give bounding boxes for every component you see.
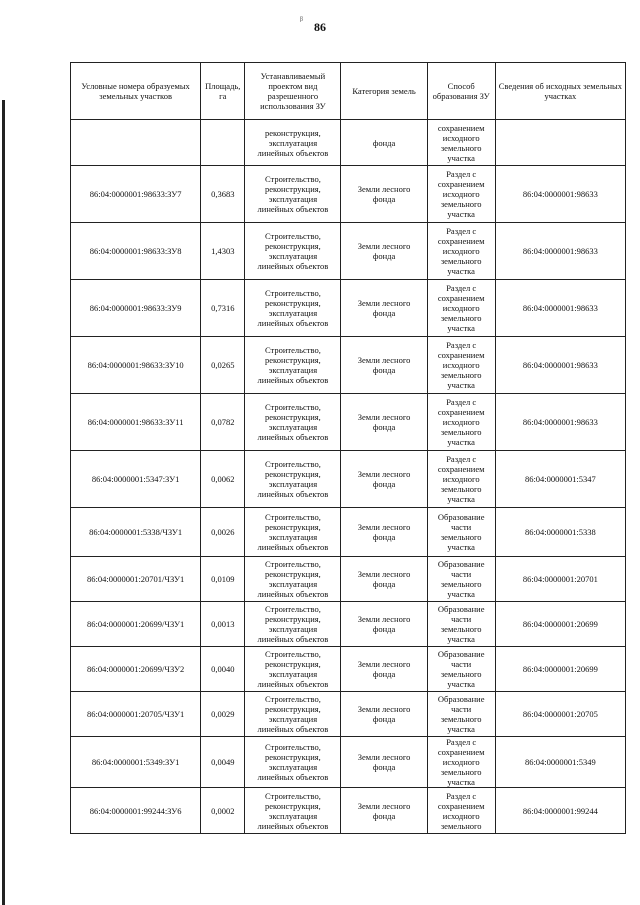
cell-permitted-use-line: реконструкция, xyxy=(265,704,321,714)
cell-permitted-use-line: Строительство, xyxy=(264,459,321,469)
cell-formation-method-line: исходного xyxy=(442,474,480,484)
cell-area: 0,3683 xyxy=(201,166,245,223)
cell-land-category-line: фонда xyxy=(372,810,396,821)
cell-permitted-use-line: линейных объектов xyxy=(257,679,329,689)
cell-source-plot: 86:04:0000001:99244 xyxy=(495,788,625,834)
cell-land-category xyxy=(341,166,427,223)
cell-permitted-use-line: реконструкция, xyxy=(265,522,321,532)
cell-permitted-use-line: эксплуатация xyxy=(268,194,318,204)
cell-permitted-use-line: реконструкция, xyxy=(265,184,321,194)
cell-source-plot: 86:04:0000001:20699 xyxy=(495,647,625,692)
cell-formation-method-line: земельного xyxy=(440,370,482,380)
cell-plot-number: 86:04:0000001:98633:ЗУ10 xyxy=(71,337,201,394)
cell-formation-method-line: Раздел с xyxy=(446,169,477,179)
cell-permitted-use-line: Строительство, xyxy=(264,649,321,659)
cell-formation-method xyxy=(427,557,495,602)
cell-permitted-use xyxy=(245,692,341,737)
cell-source-plot: 86:04:0000001:20701 xyxy=(495,557,625,602)
cell-formation-method-line: Образование xyxy=(437,559,485,569)
cell-permitted-use-line: эксплуатация xyxy=(268,251,318,261)
cell-formation-method xyxy=(427,223,495,280)
cell-permitted-use-line: реконструкция, xyxy=(265,127,321,138)
cell-permitted-use-line: Строительство, xyxy=(264,402,321,412)
cell-land-category xyxy=(341,788,427,834)
cell-land-category-line: фонда xyxy=(372,479,396,489)
cell-land-category xyxy=(341,451,427,508)
cell-formation-method-line: участка xyxy=(447,542,475,552)
cell-area: 0,0040 xyxy=(201,647,245,692)
cell-permitted-use-line: эксплуатация xyxy=(268,422,318,432)
cell-formation-method-line: исходного xyxy=(442,417,480,427)
cell-formation-method xyxy=(427,166,495,223)
cell-formation-method-line: участка xyxy=(447,777,475,787)
cell-land-category-line: Земли лесного xyxy=(357,704,411,714)
cell-land-category-line: Земли лесного xyxy=(357,659,411,669)
cell-formation-method-line: участка xyxy=(447,266,475,276)
margin-line xyxy=(2,100,5,905)
cell-source-plot: 86:04:0000001:20699 xyxy=(495,602,625,647)
cell-permitted-use-line: эксплуатация xyxy=(268,479,318,489)
cell-permitted-use xyxy=(245,223,341,280)
cell-permitted-use-line: реконструкция, xyxy=(265,412,321,422)
cell-permitted-use-line: линейных объектов xyxy=(257,489,329,499)
cell-permitted-use-line: Строительство, xyxy=(264,742,321,752)
cell-permitted-use-line: эксплуатация xyxy=(268,308,318,318)
table-row xyxy=(71,451,626,508)
cell-permitted-use-line: эксплуатация xyxy=(268,137,318,148)
cell-permitted-use-line: реконструкция, xyxy=(265,569,321,579)
table-body xyxy=(71,120,626,834)
cell-plot-number: 86:04:0000001:20699/ЧЗУ2 xyxy=(71,647,201,692)
cell-formation-method xyxy=(427,337,495,394)
cell-formation-method xyxy=(427,788,495,834)
cell-formation-method xyxy=(427,692,495,737)
cell-formation-method xyxy=(427,280,495,337)
cell-land-category-line: фонда xyxy=(372,714,396,724)
cell-plot-number: 86:04:0000001:5338/ЧЗУ1 xyxy=(71,508,201,557)
cell-land-category xyxy=(341,647,427,692)
cell-formation-method-line: исходного xyxy=(442,303,480,313)
table-row xyxy=(71,394,626,451)
cell-permitted-use xyxy=(245,647,341,692)
cell-plot-number: 86:04:0000001:5347:ЗУ1 xyxy=(71,451,201,508)
cell-formation-method-line: Образование xyxy=(437,694,485,704)
cell-permitted-use-line: Строительство, xyxy=(264,345,321,355)
cell-formation-method xyxy=(427,394,495,451)
cell-area: 0,0013 xyxy=(201,602,245,647)
table-row xyxy=(71,508,626,557)
cell-permitted-use-line: линейных объектов xyxy=(257,820,329,831)
table-row xyxy=(71,602,626,647)
cell-land-category-line: фонда xyxy=(372,308,396,318)
cell-permitted-use-line: эксплуатация xyxy=(268,624,318,634)
cell-land-category-line: фонда xyxy=(372,579,396,589)
cell-permitted-use-line: линейных объектов xyxy=(257,147,329,158)
cell-formation-method-line: исходного xyxy=(442,757,480,767)
cell-formation-method-line: исходного xyxy=(442,810,480,821)
cell-permitted-use-line: Строительство, xyxy=(264,512,321,522)
cell-formation-method-line: земельного xyxy=(440,313,482,323)
cell-formation-method-line: сохранением xyxy=(437,122,485,133)
cell-land-category xyxy=(341,508,427,557)
cell-area: 0,0109 xyxy=(201,557,245,602)
cell-formation-method-line: части xyxy=(451,704,472,714)
header-area: Площадь, га xyxy=(201,63,245,120)
cell-permitted-use-line: линейных объектов xyxy=(257,589,329,599)
cell-permitted-use-line: реконструкция, xyxy=(265,469,321,479)
cell-land-category xyxy=(341,120,427,166)
cell-permitted-use-line: Строительство, xyxy=(264,288,321,298)
cell-land-category xyxy=(341,602,427,647)
cell-land-category xyxy=(341,692,427,737)
table-row xyxy=(71,788,626,834)
cell-permitted-use-line: линейных объектов xyxy=(257,261,329,271)
cell-formation-method-line: земельного xyxy=(440,427,482,437)
cell-formation-method-line: Образование xyxy=(437,604,485,614)
cell-formation-method-line: земельного xyxy=(440,579,482,589)
cell-permitted-use-line: эксплуатация xyxy=(268,532,318,542)
cell-permitted-use xyxy=(245,120,341,166)
cell-area: 0,0026 xyxy=(201,508,245,557)
cell-permitted-use-line: линейных объектов xyxy=(257,204,329,214)
cell-permitted-use-line: Строительство, xyxy=(264,174,321,184)
cell-formation-method-line: участка xyxy=(447,209,475,219)
cell-land-category-line: Земли лесного xyxy=(357,800,411,811)
cell-formation-method-line: части xyxy=(451,614,472,624)
cell-formation-method-line: земельного xyxy=(440,532,482,542)
cell-formation-method-line: исходного xyxy=(442,360,480,370)
cell-permitted-use-line: линейных объектов xyxy=(257,772,329,782)
cell-formation-method-line: исходного xyxy=(442,189,480,199)
cell-formation-method-line: сохранением xyxy=(437,293,485,303)
cell-permitted-use xyxy=(245,280,341,337)
cell-permitted-use xyxy=(245,394,341,451)
header-formation-method: Способ образования ЗУ xyxy=(427,63,495,120)
cell-source-plot: 86:04:0000001:98633 xyxy=(495,166,625,223)
cell-plot-number: 86:04:0000001:98633:ЗУ9 xyxy=(71,280,201,337)
table-row xyxy=(71,166,626,223)
cell-area: 0,0002 xyxy=(201,788,245,834)
cell-formation-method-line: земельного xyxy=(440,767,482,777)
cell-permitted-use-line: реконструкция, xyxy=(265,298,321,308)
cell-formation-method-line: сохранением xyxy=(437,350,485,360)
cell-formation-method-line: сохранением xyxy=(437,464,485,474)
scan-mark: ᵦ xyxy=(300,12,303,23)
header-land-category: Категория земель xyxy=(341,63,427,120)
cell-area: 0,7316 xyxy=(201,280,245,337)
cell-land-category-line: Земли лесного xyxy=(357,522,411,532)
cell-permitted-use-line: реконструкция, xyxy=(265,752,321,762)
cell-area: 0,0049 xyxy=(201,737,245,788)
cell-plot-number: 86:04:0000001:20699/ЧЗУ1 xyxy=(71,602,201,647)
cell-permitted-use-line: линейных объектов xyxy=(257,318,329,328)
cell-permitted-use xyxy=(245,737,341,788)
cell-land-category-line: Земли лесного xyxy=(357,412,411,422)
cell-land-category-line: фонда xyxy=(372,422,396,432)
cell-formation-method-line: сохранением xyxy=(437,800,485,811)
cell-permitted-use-line: эксплуатация xyxy=(268,365,318,375)
cell-formation-method xyxy=(427,120,495,166)
cell-plot-number xyxy=(71,120,201,166)
cell-formation-method-line: участка xyxy=(447,724,475,734)
cell-land-category-line: фонда xyxy=(372,532,396,542)
cell-land-category-line: фонда xyxy=(372,762,396,772)
cell-land-category xyxy=(341,280,427,337)
cell-formation-method xyxy=(427,451,495,508)
cell-plot-number: 86:04:0000001:20701/ЧЗУ1 xyxy=(71,557,201,602)
cell-permitted-use-line: Строительство, xyxy=(264,231,321,241)
cell-formation-method-line: Раздел с xyxy=(446,454,477,464)
table-header-row xyxy=(71,63,626,120)
header-permitted-use: Устанавливаемый проектом вид разрешенного использования ЗУ xyxy=(245,63,341,120)
cell-land-category-line: Земли лесного xyxy=(357,241,411,251)
cell-formation-method-line: сохранением xyxy=(437,236,485,246)
cell-permitted-use-line: линейных объектов xyxy=(257,724,329,734)
cell-land-category xyxy=(341,394,427,451)
cell-permitted-use-line: реконструкция, xyxy=(265,614,321,624)
cell-land-category xyxy=(341,337,427,394)
cell-permitted-use-line: реконструкция, xyxy=(265,355,321,365)
cell-land-category-line: фонда xyxy=(372,365,396,375)
cell-land-category-line: Земли лесного xyxy=(357,184,411,194)
cell-land-category-line: Земли лесного xyxy=(357,355,411,365)
cell-land-category-line: Земли лесного xyxy=(357,298,411,308)
cell-formation-method-line: земельного xyxy=(440,256,482,266)
cell-plot-number: 86:04:0000001:20705/ЧЗУ1 xyxy=(71,692,201,737)
cell-permitted-use-line: эксплуатация xyxy=(268,669,318,679)
cell-permitted-use-line: Строительство, xyxy=(264,559,321,569)
cell-area xyxy=(201,120,245,166)
cell-permitted-use-line: Строительство, xyxy=(264,694,321,704)
cell-formation-method xyxy=(427,508,495,557)
cell-formation-method-line: земельного xyxy=(440,714,482,724)
cell-source-plot: 86:04:0000001:98633 xyxy=(495,337,625,394)
table-row xyxy=(71,337,626,394)
cell-formation-method-line: земельного xyxy=(440,624,482,634)
cell-formation-method-line: Образование xyxy=(437,649,485,659)
cell-land-category xyxy=(341,557,427,602)
cell-source-plot: 86:04:0000001:5349 xyxy=(495,737,625,788)
cell-permitted-use-line: реконструкция, xyxy=(265,241,321,251)
cell-formation-method-line: участка xyxy=(447,323,475,333)
cell-source-plot: 86:04:0000001:5338 xyxy=(495,508,625,557)
cell-formation-method-line: земельного xyxy=(440,820,482,831)
cell-permitted-use xyxy=(245,557,341,602)
cell-formation-method-line: участка xyxy=(447,437,475,447)
cell-source-plot: 86:04:0000001:98633 xyxy=(495,394,625,451)
cell-formation-method-line: исходного xyxy=(442,246,480,256)
cell-plot-number: 86:04:0000001:98633:ЗУ11 xyxy=(71,394,201,451)
cell-permitted-use-line: эксплуатация xyxy=(268,714,318,724)
cell-formation-method-line: участка xyxy=(447,152,475,163)
cell-permitted-use-line: реконструкция, xyxy=(265,659,321,669)
cell-area: 1,4303 xyxy=(201,223,245,280)
cell-source-plot: 86:04:0000001:20705 xyxy=(495,692,625,737)
cell-permitted-use-line: линейных объектов xyxy=(257,432,329,442)
cell-area: 0,0029 xyxy=(201,692,245,737)
header-source-plots: Сведения об исходных земельных участках xyxy=(495,63,625,120)
cell-land-category xyxy=(341,223,427,280)
cell-land-category-line: Земли лесного xyxy=(357,614,411,624)
cell-formation-method-line: сохранением xyxy=(437,747,485,757)
cell-source-plot: 86:04:0000001:98633 xyxy=(495,280,625,337)
header-plot-number: Условные номера образуемых земельных участков xyxy=(71,63,201,120)
cell-formation-method-line: части xyxy=(451,522,472,532)
cell-land-category xyxy=(341,737,427,788)
table-row xyxy=(71,280,626,337)
cell-formation-method-line: Раздел с xyxy=(446,397,477,407)
cell-area: 0,0062 xyxy=(201,451,245,508)
cell-formation-method-line: Раздел с xyxy=(446,283,477,293)
cell-permitted-use xyxy=(245,337,341,394)
cell-plot-number: 86:04:0000001:98633:ЗУ8 xyxy=(71,223,201,280)
cell-land-category-line: фонда xyxy=(372,669,396,679)
table-row xyxy=(71,647,626,692)
table-row xyxy=(71,223,626,280)
cell-plot-number: 86:04:0000001:98633:ЗУ7 xyxy=(71,166,201,223)
cell-permitted-use-line: реконструкция, xyxy=(265,800,321,811)
cell-land-category-line: фонда xyxy=(372,624,396,634)
cell-land-category-line: фонда xyxy=(372,251,396,261)
cell-permitted-use-line: эксплуатация xyxy=(268,810,318,821)
cell-formation-method xyxy=(427,602,495,647)
cell-permitted-use xyxy=(245,451,341,508)
cell-formation-method-line: земельного xyxy=(440,669,482,679)
cell-formation-method-line: Раздел с xyxy=(446,226,477,236)
cell-permitted-use-line: Строительство, xyxy=(264,604,321,614)
cell-source-plot xyxy=(495,120,625,166)
cell-permitted-use-line: эксплуатация xyxy=(268,762,318,772)
cell-formation-method-line: земельного xyxy=(440,199,482,209)
cell-formation-method-line: сохранением xyxy=(437,179,485,189)
cell-permitted-use-line: линейных объектов xyxy=(257,542,329,552)
cell-permitted-use xyxy=(245,602,341,647)
cell-land-category-line: Земли лесного xyxy=(357,569,411,579)
cell-formation-method-line: части xyxy=(451,569,472,579)
page-number: 86 xyxy=(314,20,326,34)
table-row xyxy=(71,737,626,788)
cell-land-category-line: Земли лесного xyxy=(357,469,411,479)
cell-formation-method xyxy=(427,737,495,788)
cell-formation-method-line: участка xyxy=(447,494,475,504)
cell-formation-method-line: участка xyxy=(447,679,475,689)
cell-formation-method-line: участка xyxy=(447,380,475,390)
cell-permitted-use-line: линейных объектов xyxy=(257,375,329,385)
cell-formation-method-line: участка xyxy=(447,634,475,644)
cell-area: 0,0265 xyxy=(201,337,245,394)
cell-land-category-line: Земли лесного xyxy=(357,752,411,762)
cell-permitted-use xyxy=(245,508,341,557)
table-row xyxy=(71,120,626,166)
cell-formation-method-line: Раздел с xyxy=(446,790,477,801)
cell-source-plot: 86:04:0000001:98633 xyxy=(495,223,625,280)
table-row xyxy=(71,557,626,602)
cell-formation-method-line: земельного xyxy=(440,142,482,153)
land-plots-table xyxy=(70,62,626,834)
cell-land-category-line: фонда xyxy=(372,137,396,148)
cell-permitted-use-line: линейных объектов xyxy=(257,634,329,644)
cell-permitted-use-line: Строительство, xyxy=(264,790,321,801)
cell-permitted-use-line: эксплуатация xyxy=(268,579,318,589)
cell-formation-method-line: части xyxy=(451,659,472,669)
cell-area: 0,0782 xyxy=(201,394,245,451)
cell-formation-method xyxy=(427,647,495,692)
cell-permitted-use xyxy=(245,788,341,834)
cell-permitted-use xyxy=(245,166,341,223)
cell-source-plot: 86:04:0000001:5347 xyxy=(495,451,625,508)
cell-formation-method-line: Раздел с xyxy=(446,737,477,747)
table-row xyxy=(71,692,626,737)
cell-formation-method-line: земельного xyxy=(440,484,482,494)
cell-formation-method-line: Раздел с xyxy=(446,340,477,350)
cell-land-category-line: фонда xyxy=(372,194,396,204)
cell-formation-method-line: Образование xyxy=(437,512,485,522)
cell-formation-method-line: участка xyxy=(447,589,475,599)
cell-plot-number: 86:04:0000001:99244:ЗУ6 xyxy=(71,788,201,834)
cell-formation-method-line: исходного xyxy=(442,132,480,143)
cell-formation-method-line: сохранением xyxy=(437,407,485,417)
cell-plot-number: 86:04:0000001:5349:ЗУ1 xyxy=(71,737,201,788)
